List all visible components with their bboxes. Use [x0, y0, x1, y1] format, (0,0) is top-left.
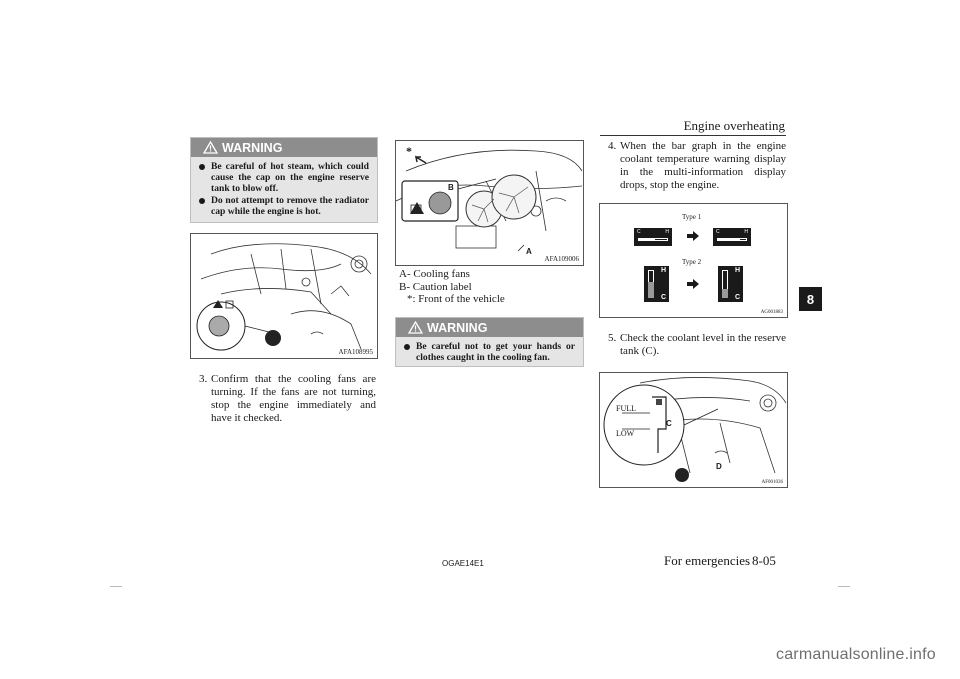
warning-box-middle — [395, 317, 584, 367]
page-number: 8-05 — [752, 553, 776, 568]
label-c: C — [666, 419, 672, 428]
legend-item: A- Cooling fans — [399, 268, 470, 280]
step-4: 4. When the bar graph in the engine coolant temperature warning display in the multi-information display drops, stop the engine. — [608, 140, 786, 191]
footer-code: OGAE14E1 — [442, 559, 484, 568]
figure-code: AFA108995 — [338, 348, 373, 356]
warning-title: WARNING — [427, 320, 488, 335]
warning-triangle-icon — [408, 321, 423, 334]
figure-legend — [399, 268, 579, 306]
footer-section: For emergencies — [664, 553, 751, 568]
arrow-right-icon — [687, 279, 699, 289]
step-3: 3. Confirm that the cooling fans are turning. If the fans are not turning, stop the engine immediately and have it checked. — [199, 373, 376, 424]
engine-bay-illustration-left — [190, 233, 378, 359]
chapter-tab: 8 — [799, 287, 822, 311]
cooling-fan-illustration — [395, 140, 584, 266]
legend-item: B- Caution label — [399, 280, 472, 293]
reserve-tank-illustration — [599, 372, 788, 488]
warning-item: Be careful not to get your hands or clothes caught in the cooling fan. — [404, 341, 575, 363]
gauge-fill — [722, 289, 728, 298]
warning-title: WARNING — [222, 140, 283, 155]
type2-label: Type 2 — [682, 258, 702, 266]
warning-item: Do not attempt to remove the radiator cap while the engine is hot. — [199, 195, 369, 217]
gauge-fill — [638, 238, 655, 241]
figure-code: AF001036 — [761, 480, 783, 485]
bullet-icon — [199, 198, 205, 204]
page-header-title: Engine overheating — [683, 118, 785, 133]
warning-box-left — [190, 137, 378, 223]
label-a: A — [526, 247, 532, 256]
full-label: FULL — [616, 404, 636, 413]
label-d: D — [716, 462, 722, 471]
header-rule — [600, 135, 786, 136]
warning-item: Be careful of hot steam, which could cause the cap on the engine reserve tank to blow off. — [199, 161, 369, 194]
label-b: B — [448, 183, 454, 192]
gauge-type2-before: H C — [644, 266, 669, 302]
watermark: carmanualsonline.info — [776, 646, 936, 663]
figure-code: AG001883 — [760, 310, 783, 315]
warning-header — [191, 138, 377, 157]
gauge-type1-after: C H — [713, 228, 751, 246]
gauge-fill — [717, 238, 740, 241]
bullet-icon — [199, 164, 205, 170]
gauge-fill — [648, 282, 654, 298]
crop-mark — [838, 586, 850, 587]
type1-label: Type 1 — [682, 213, 702, 221]
warning-triangle-icon — [203, 141, 218, 154]
arrow-right-icon — [687, 231, 699, 241]
temperature-gauge-illustration — [599, 203, 788, 318]
gauge-type1-before: C H — [634, 228, 672, 246]
legend-item: *: Front of the vehicle — [407, 293, 505, 305]
warning-header — [396, 318, 583, 337]
label-star: * — [406, 144, 412, 158]
figure-code: AFA109006 — [544, 255, 579, 263]
gauge-type2-after: H C — [718, 266, 743, 302]
step-5: 5. Check the coolant level in the reserve tank (C). — [608, 332, 786, 357]
low-label: LOW — [616, 429, 635, 438]
crop-mark — [110, 586, 122, 587]
bullet-icon — [404, 344, 410, 350]
